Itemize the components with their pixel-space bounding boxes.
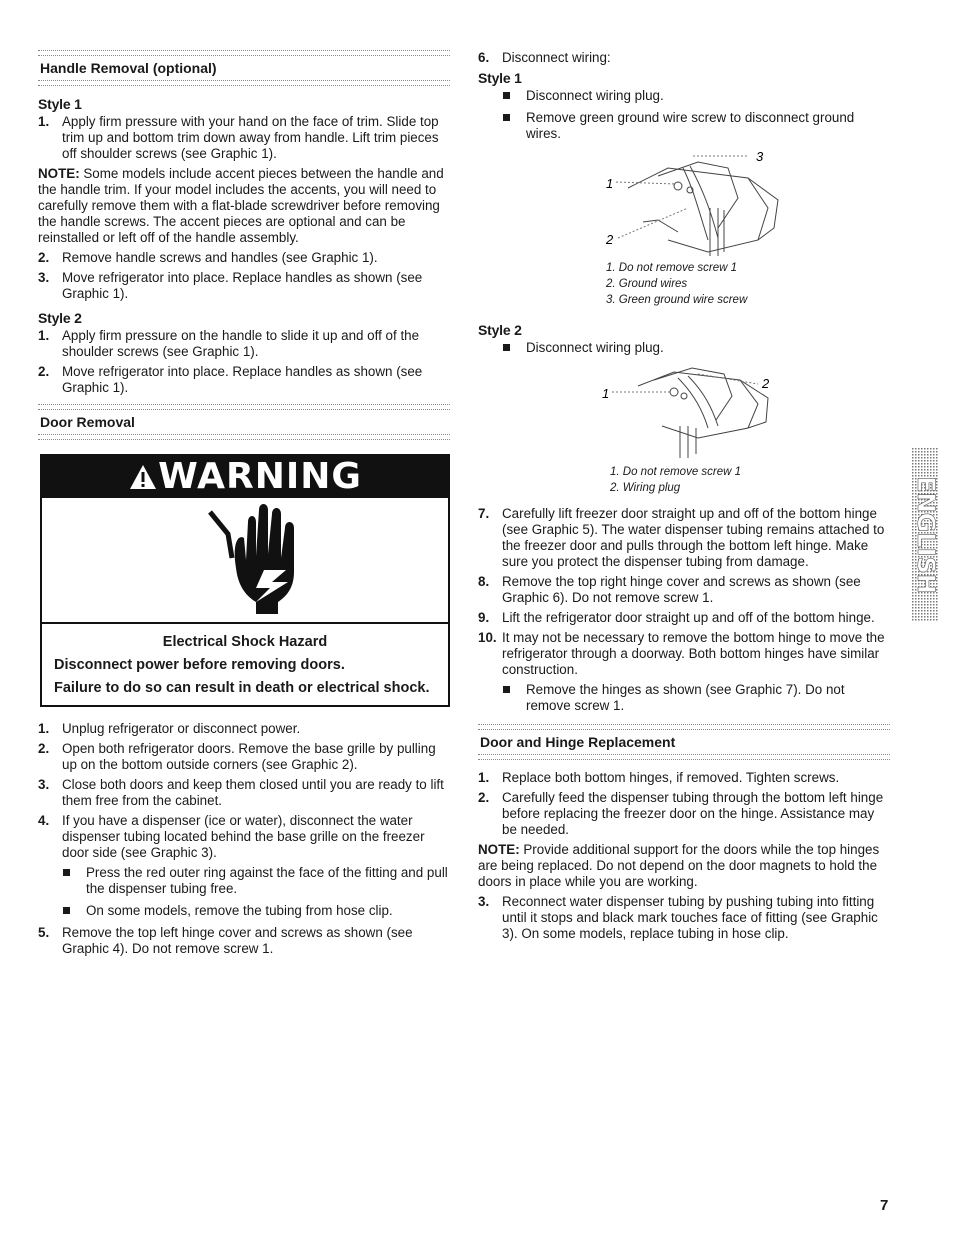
bullet-icon [503, 114, 510, 121]
shock-hazard-pictogram [42, 498, 448, 624]
wiring-figure-style1 [478, 148, 890, 260]
warning-line: Disconnect power before removing doors. [54, 657, 345, 673]
bullet-icon [503, 92, 510, 99]
side-tab-label: ENGLISH [912, 476, 938, 594]
numbered-step: 1. Unplug refrigerator or disconnect power. [38, 721, 301, 736]
numbered-step: 5. Remove the top left hinge cover and screws as shown (see Graphic 4). Do not remove screw 1. [38, 925, 413, 956]
style2-heading: Style 2 [478, 322, 522, 338]
bullet-item: On some models, remove the tubing from hose clip. [38, 903, 450, 919]
callout-label-2: 2 [606, 232, 614, 247]
wiring-figure-style2 [478, 362, 890, 458]
bullet-icon [503, 686, 510, 693]
wiring-diagram-style1 [478, 148, 890, 260]
warning-text [42, 624, 448, 705]
callout-label-1: 1 [606, 176, 614, 191]
left-column [38, 50, 450, 961]
figure-caption: 2. Wiring plug [610, 482, 681, 494]
warning-line: Failure to do so can result in death or electrical shock. [54, 680, 430, 696]
numbered-step: 1. Apply firm pressure on the handle to slide it up and off of the shoulder screws (see Graphic 1). [38, 328, 420, 359]
figure-captions-style2 [610, 464, 890, 496]
numbered-step: 1. Replace both bottom hinges, if removed. Tighten screws. [478, 770, 840, 785]
style1-heading: Style 1 [38, 96, 82, 112]
numbered-step: 3. Move refrigerator into place. Replace handles as shown (see Graphic 1). [38, 270, 423, 301]
figure-captions-style1 [606, 260, 890, 308]
bullet-icon [503, 344, 510, 351]
warning-triangle-icon [128, 463, 158, 491]
section-rule [38, 434, 450, 440]
note-paragraph: NOTE: Provide additional support for the doors while the top hinges are being replaced. Do not depend on the door magnets to hold the doors in place while you are working. [478, 842, 880, 889]
numbered-step: 2. Remove handle screws and handles (see Graphic 1). [38, 250, 378, 265]
bullet-item: Remove the hinges as shown (see Graphic 7). Do not remove screw 1. [478, 682, 890, 714]
electric-shock-hand-icon [42, 498, 452, 622]
numbered-step: 8. Remove the top right hinge cover and screws as shown (see Graphic 6). Do not remove screw 1. [478, 574, 861, 605]
note-paragraph: NOTE: Some models include accent pieces between the handle and the handle trim. If your model includes the accents, you will need to carefully remove them with a flat-blade screwdriver before removing the handle screws. The accent pieces are optional and can be reinstalled or left off of the handle assembly. [38, 166, 444, 245]
numbered-step: 3. Close both doors and keep them closed until you are ready to lift them free from the cabinet. [38, 777, 444, 808]
language-side-tab [912, 448, 938, 622]
warning-hazard-title: Electrical Shock Hazard [162, 634, 328, 650]
page-number: 7 [880, 1197, 889, 1214]
callout-label-2: 2 [762, 376, 770, 391]
section-rule [38, 404, 450, 410]
section-rule [38, 80, 450, 86]
numbered-step: 2. Open both refrigerator doors. Remove the base grille by pulling up on the bottom outside corners (see Graphic 2). [38, 741, 436, 772]
side-tab-graphic [912, 448, 938, 622]
figure-caption: 1. Do not remove screw 1 [610, 466, 742, 478]
style1-heading: Style 1 [478, 70, 522, 86]
right-column [478, 50, 890, 946]
numbered-step: 6. Disconnect wiring: [478, 50, 611, 65]
bullet-item: Press the red outer ring against the face of the fitting and pull the dispenser tubing free. [38, 865, 450, 897]
bullet-icon [63, 869, 70, 876]
warning-box [40, 454, 450, 707]
numbered-step: 1. Apply firm pressure with your hand on the face of trim. Slide top trim up and bottom trim down away from handle. Lift trim pieces off shoulder screws (see Graphic 1). [38, 114, 439, 161]
callout-label-3: 3 [756, 149, 764, 164]
bullet-icon [63, 907, 70, 914]
callout-label-1: 1 [602, 386, 610, 401]
wiring-diagram-style2 [478, 362, 890, 458]
numbered-step: 4. If you have a dispenser (ice or water), disconnect the water dispenser tubing located behind the base grille on the freezer door side (see Graphic 3). [38, 813, 425, 860]
bullet-item: Disconnect wiring plug. [478, 88, 890, 104]
bullet-item: Disconnect wiring plug. [478, 340, 890, 356]
numbered-step: 10. It may not be necessary to remove the bottom hinge to move the refrigerator through a doorway. Both bottom hinges have similar construction. [478, 630, 885, 677]
door-hinge-replacement-title: Door and Hinge Replacement [480, 734, 676, 750]
numbered-step: 2. Carefully feed the dispenser tubing through the bottom left hinge before replacing the freezer door on the hinge. Assistance may be needed. [478, 790, 884, 837]
style2-heading: Style 2 [38, 310, 82, 326]
bullet-item: Remove green ground wire screw to disconnect ground wires. [478, 110, 890, 142]
numbered-step: 2. Move refrigerator into place. Replace handles as shown (see Graphic 1). [38, 364, 423, 395]
section-rule [478, 754, 890, 760]
handle-removal-title: Handle Removal (optional) [40, 60, 217, 76]
numbered-step: 3. Reconnect water dispenser tubing by pushing tubing into fitting until it stops and black mark touches face of fitting (see Graphic 3). On some models, replace tubing in hose clip. [478, 894, 878, 941]
figure-caption: 1. Do not remove screw 1 [606, 262, 738, 274]
numbered-step: 9. Lift the refrigerator door straight up and off of the bottom hinge. [478, 610, 875, 625]
warning-header: WARNING [42, 456, 448, 498]
figure-caption: 2. Ground wires [606, 278, 688, 290]
section-rule [478, 724, 890, 730]
door-removal-title: Door Removal [40, 414, 135, 430]
figure-caption: 3. Green ground wire screw [606, 294, 748, 306]
numbered-step: 7. Carefully lift freezer door straight up and off of the bottom hinge (see Graphic 5). The water dispenser tubing remains attached to the freezer door and pulls through the bottom left hinge. Make sure you protect the dispenser tubing from damage. [478, 506, 885, 569]
section-rule [38, 50, 450, 56]
